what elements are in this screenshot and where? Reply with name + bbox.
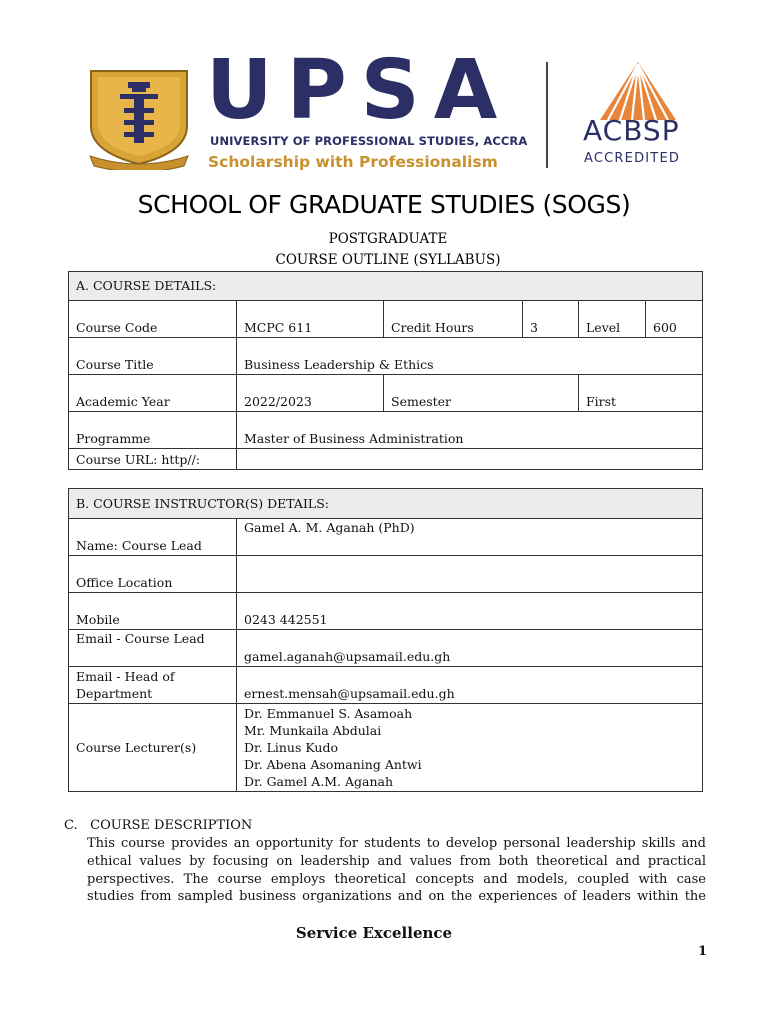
section-title: COURSE DESCRIPTION xyxy=(90,818,253,833)
email-course-lead-label: Email - Course Lead xyxy=(69,630,237,667)
postgraduate-title: POSTGRADUATE xyxy=(328,231,448,247)
course-title-value: Business Leadership & Ethics xyxy=(237,338,703,375)
academic-year-label: Academic Year xyxy=(69,375,237,412)
university-name: UNIVERSITY OF PROFESSIONAL STUDIES, ACCRA xyxy=(210,134,528,148)
email-hod-value[interactable]: ernest.mensah@upsamail.edu.gh xyxy=(237,667,703,704)
course-details-table xyxy=(68,271,703,470)
logo-divider xyxy=(546,62,548,168)
email-hod-label xyxy=(69,667,237,704)
school-title: SCHOOL OF GRADUATE STUDIES (SOGS) xyxy=(137,190,631,219)
upsa-wordmark: UPSA xyxy=(206,43,512,138)
course-url-label: Course URL: http//: xyxy=(69,449,237,470)
page-number: 1 xyxy=(698,944,708,959)
academic-year-value: 2022/2023 xyxy=(237,375,384,412)
instructor-details-table xyxy=(68,488,703,792)
email-hod-label-line-2: Department xyxy=(76,686,153,701)
email-course-lead-value[interactable]: gamel.aganah@upsamail.edu.gh xyxy=(237,630,703,667)
section-letter: C. xyxy=(64,818,78,833)
university-motto: Scholarship with Professionalism xyxy=(208,153,498,171)
office-location-value xyxy=(237,556,703,593)
course-code-label: Course Code xyxy=(69,301,237,338)
email-hod-label-line-1: Email - Head of xyxy=(76,669,175,684)
level-value: 600 xyxy=(646,301,703,338)
description-line: studies from sampled business organizations and on the experiences of leaders within the xyxy=(87,889,706,905)
course-lecturers-list xyxy=(237,704,703,792)
course-title-label: Course Title xyxy=(69,338,237,375)
description-line: This course provides an opportunity for students to develop personal leadership skills and xyxy=(87,836,706,851)
programme-value: Master of Business Administration xyxy=(237,412,703,449)
semester-label: Semester xyxy=(384,375,579,412)
upsa-crest-logo xyxy=(88,68,190,170)
course-lead-name-value: Gamel A. M. Aganah (PhD) xyxy=(237,519,703,556)
course-description-heading xyxy=(64,818,252,833)
instructor-details-heading: B. COURSE INSTRUCTOR(S) DETAILS: xyxy=(69,489,703,519)
credit-hours-label: Credit Hours xyxy=(384,301,523,338)
office-location-label: Office Location xyxy=(69,556,237,593)
mobile-value: 0243 442551 xyxy=(237,593,703,630)
description-line: perspectives. The course employs theoretical concepts and models, coupled with case xyxy=(87,871,706,887)
semester-value: First xyxy=(579,375,703,412)
description-line: ethical values by focusing on leadership and values from both theoretical and practical xyxy=(87,853,706,869)
lecturer-item: Mr. Munkaila Abdulai xyxy=(244,723,382,738)
accredited-label: ACCREDITED xyxy=(584,151,681,166)
course-outline-title: COURSE OUTLINE (SYLLABUS) xyxy=(275,252,501,268)
course-code-value: MCPC 611 xyxy=(237,301,384,338)
course-description-body xyxy=(87,835,706,906)
course-url-value xyxy=(237,449,703,470)
course-lead-name-label: Name: Course Lead xyxy=(69,519,237,556)
footer-motto: Service Excellence xyxy=(295,924,453,942)
mobile-label: Mobile xyxy=(69,593,237,630)
course-lecturers-label: Course Lecturer(s) xyxy=(69,704,237,792)
course-details-heading: A. COURSE DETAILS: xyxy=(69,272,703,301)
level-label: Level xyxy=(579,301,646,338)
lecturer-item: Dr. Emmanuel S. Asamoah xyxy=(244,706,413,721)
lecturer-item: Dr. Gamel A.M. Aganah xyxy=(244,774,394,789)
lecturer-item: Dr. Linus Kudo xyxy=(244,740,339,755)
programme-label: Programme xyxy=(69,412,237,449)
acbsp-triangle-logo xyxy=(598,60,678,122)
credit-hours-value: 3 xyxy=(523,301,579,338)
lecturer-item: Dr. Abena Asomaning Antwi xyxy=(244,757,422,772)
acbsp-wordmark: ACBSP xyxy=(583,114,680,147)
